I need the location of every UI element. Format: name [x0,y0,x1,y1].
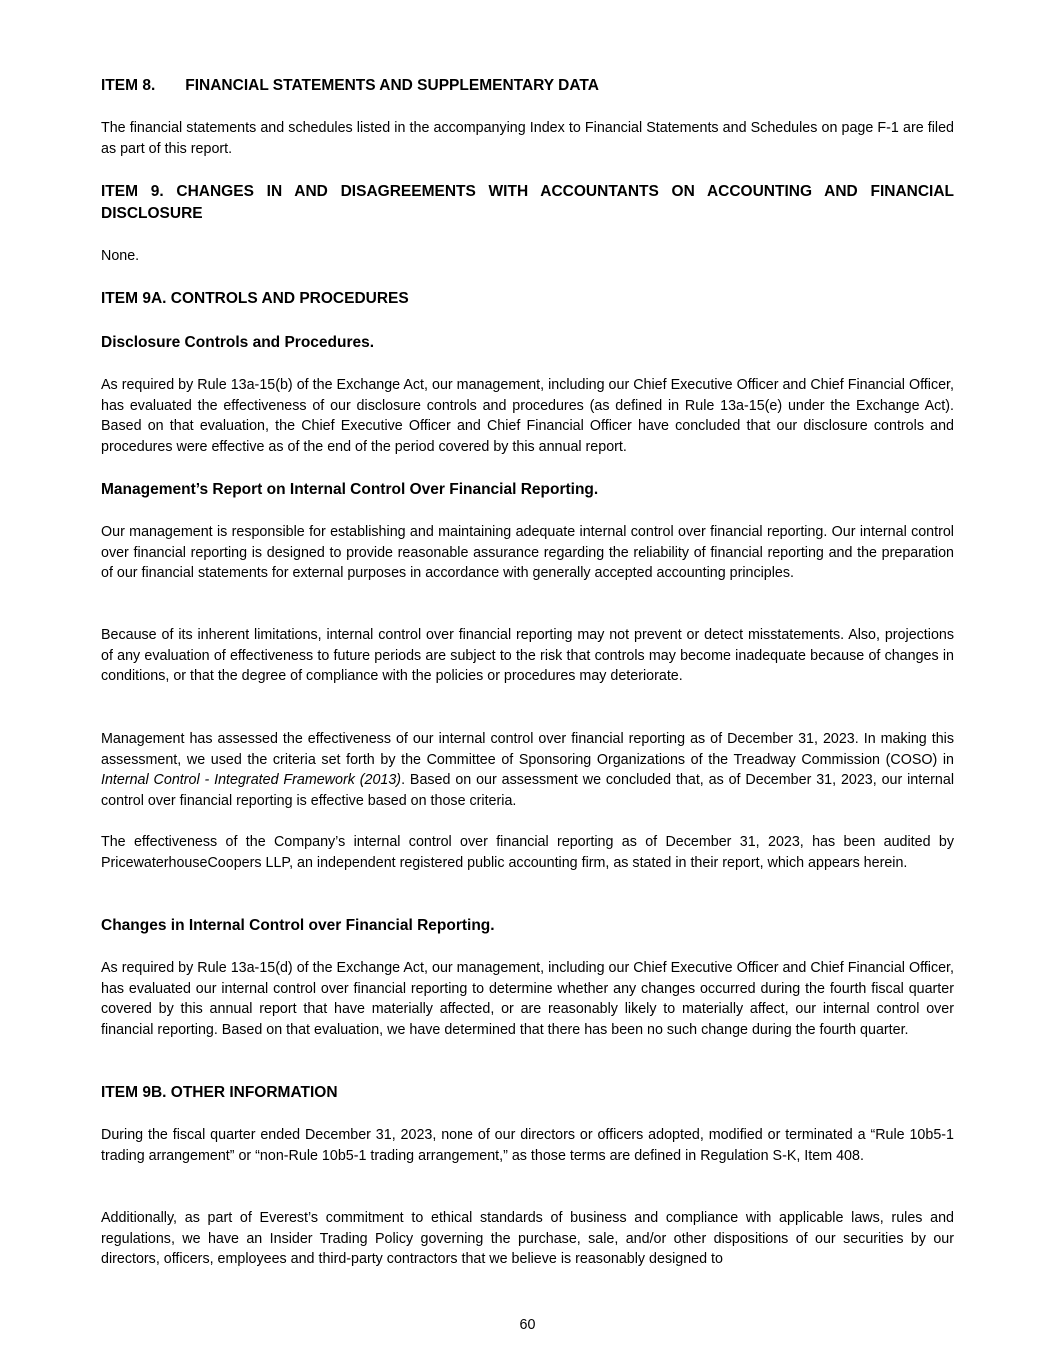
item8-body: The financial statements and schedules listed in the accompanying Index to Financial Statements and Schedules on page F-1 are filed as part of this report. [101,120,954,157]
item8-number: ITEM 8. [101,77,156,94]
mgmt-report-heading: Management’s Report on Internal Control Over Financial Reporting. [101,481,599,498]
changes-body: As required by Rule 13a-15(d) of the Exchange Act, our management, including our Chief Executive Officer and Chief Financial Officer, has evaluated our internal control over financial reporting to determine whether any changes occurred during the fourth fiscal quarter covered by this annual report that have materially affected, or are reasonably likely to materially affect, our internal control over financial reporting. Based on that evaluation, we have determined that there has been no such change during the fourth quarter. [101,960,954,1039]
item9b-paragraph-1: During the fiscal quarter ended December 31, 2023, none of our directors or officers adopted, modified or terminated a “Rule 10b5-1 trading arrangement” or “non-Rule 10b5-1 trading arrangement,” as those terms are defined in Regulation S-K, Item 408. [101,1127,954,1164]
item9-heading: ITEM 9. CHANGES IN AND DISAGREEMENTS WITH ACCOUNTANTS ON ACCOUNTING AND FINANCIAL DISCLOSURE [101,183,954,222]
disclosure-body: As required by Rule 13a-15(b) of the Exchange Act, our management, including our Chief Executive Officer and Chief Financial Officer, has evaluated the effectiveness of our disclosure controls and procedures (as defined in Rule 13a-15(e) under the Exchange Act). Based on that evaluation, the Chief Executive Officer and Chief Financial Officer have concluded that our disclosure controls and procedures were effective as of the end of the period covered by this annual report. [101,377,954,456]
mgmt-p3-text-a: Management has assessed the effectiveness of our internal control over financial reporting as of December 31, 2023. In making this assessment, we used the criteria set forth by the Committee of Sponsoring Organizations of the Treadway Commission (COSO) in [101,731,954,768]
mgmt-p3-text-b: . Based on our assessment we concluded that, as of December 31, 2023, our internal control over financial reporting is effective based on those criteria. [101,772,955,810]
mgmt-report-paragraph-2: Because of its inherent limitations, internal control over financial reporting may not prevent or detect misstatements. Also, projections of any evaluation of effectiveness to future periods are subject to the risk that controls may become inadequate because of changes in conditions, or that the degree of compliance with the policies or procedures may deteriorate. [101,627,954,685]
coso-framework-title: Internal Control - Integrated Framework (2013) [101,772,402,789]
item9a-heading: ITEM 9A. CONTROLS AND PROCEDURES [101,290,409,307]
changes-heading: Changes in Internal Control over Financial Reporting. [101,917,495,934]
item9-body: None. [101,248,140,264]
page-number: 60 [519,1317,536,1333]
item9b-heading: ITEM 9B. OTHER INFORMATION [101,1084,338,1101]
item8-heading [101,75,954,97]
mgmt-report-paragraph-1: Our management is responsible for establishing and maintaining adequate internal control over financial reporting. Our internal control over financial reporting is designed to provide reasonable assurance regarding the reliability of financial reporting and the preparation of our financial statements for external purposes in accordance with generally accepted accounting principles. [101,524,954,582]
disclosure-heading: Disclosure Controls and Procedures. [101,334,375,351]
mgmt-report-paragraph-4: The effectiveness of the Company’s internal control over financial reporting as of December 31, 2023, has been audited by PricewaterhouseCoopers LLP, an independent registered public accounting firm, as stated in their report, which appears herein. [101,834,954,871]
mgmt-report-paragraph-3 [101,729,954,812]
item9b-paragraph-2: Additionally, as part of Everest’s commitment to ethical standards of business and compliance with applicable laws, rules and regulations, we have an Insider Trading Policy governing the purchase, sale, and/or other dispositions of our securities by our directors, officers, employees and third-party contractors that we believe is reasonably designed to [101,1210,954,1268]
item8-title: FINANCIAL STATEMENTS AND SUPPLEMENTARY DATA [185,77,599,94]
